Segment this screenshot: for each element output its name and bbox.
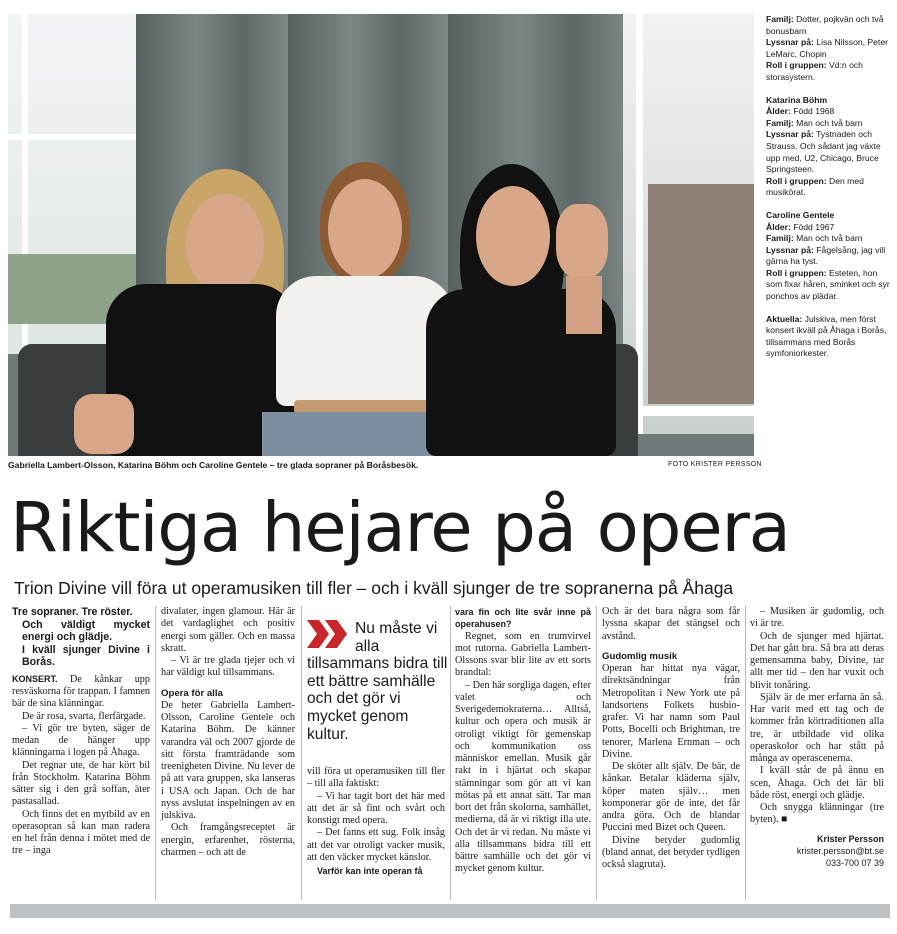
paragraph: – Den här sorgliga dagen, efter valet och Sverigedemokraterna… Alltså, kultur och opera och musik är otroligt viktigt för gemenskap och kommunikation oss människor emellan. Musik går rakt in i hjärtat och skapar stämningar som gör att vi kan mötas på ett annat sätt. Tar man bort det från skolorna, samhället, medierna, då är vi riktigt illa ute. Och det är vi redan. Nu måste vi alla tillsammans bidra till ett bättre samhälle och det gör vi mycket genom kultur. [455,679,591,875]
paragraph: – Musiken är gudomlig, och vi är tre. [750,606,884,630]
lead-text: Och väldigt mycket energi och glädje. [22,618,150,644]
paragraph: – Vi är tre glada tjejer och vi har väldigt kul tillsammans. [161,655,295,679]
person-right-waving-hand [556,204,608,278]
quote-chevron-icon [307,620,351,648]
lead-text: Tre sopraner. Tre röster. [12,606,133,618]
fact-text: Esteten, hon som fixar håren, sminket och syr ponchos av plädar. [766,267,890,302]
window-sill [623,406,754,416]
fact-name: Caroline Gentele [766,209,835,220]
column-divider [155,606,156,900]
news-photo [8,14,754,456]
paragraph: Det regnar ute, de har kört bil från Stockholm. Katarina Böhm sätter sig i den grå soffan, äter pastasallad. [12,759,150,808]
fact-label: Ålder: [766,106,791,117]
article-column-4 [455,606,591,876]
fact-text: Tystnaden och Strauss. Och sådant jag växte upp med, U2, Chicago, Bruce Springsteen. [766,129,881,175]
question: vara fin och lite svår inne på operahusen? [455,607,591,630]
paragraph: De är rosa, svarta, flerfärgade. [22,710,146,722]
paragraph: Och framgångsreceptet är energin, erfarenhet, rösterna, charmen – och att de [161,822,295,858]
fact-text: Lisa Nilsson, Peter LeMarc, Chopin [766,37,888,59]
paragraph: I kväll står de på ännu en scen, Åhaga. Och det lär bli både röst, energi och glädje. [750,765,884,801]
fact-text: Man och två barn [793,233,863,244]
fact-block [766,95,894,199]
pull-quote [307,620,448,743]
paragraph: Och är det bara några som får lyssna skapar det stängsel och avstånd. [602,606,740,642]
paragraph: Divine betyder gudomlig (bland annat, det betyder tydligen också slagruta). [602,834,740,870]
fact-label: Ålder: [766,221,791,232]
fact-text: Dotter, pojkvän och två bonusbarn [766,14,884,36]
paragraph: Operan har hittat nya vägar, direktsändningar från Metropolitan i New York ute på landsortens Folkets husbio-grafer. Vi har namn som Paul Potts, Bocelli och Brightman, tre tenorer, Marlena Ernman – och Divine. [602,663,740,760]
fact-text: Vd:n och storasystern. [766,60,863,82]
end-mark: ■ [781,814,788,826]
paragraph: Och de sjunger med hjärtat. Det har gått bra. Så bra att deras gemensamma baby, Divine, tar allt mer tid – den har vuxit och blivit tonåring. [750,630,884,691]
person-right-arm [566,276,602,334]
article-column-2 [161,606,295,859]
fact-label: Roll i gruppen: [766,60,827,71]
person-left-hand [74,394,134,454]
paragraph: – Det fanns ett sug. Folk insåg att det var otroligt vacker musik, att den väcker mycket känslor. [307,827,445,863]
fact-label: Roll i gruppen: [766,175,827,186]
fact-label: Lyssnar på: [766,37,814,48]
fact-block [766,210,894,303]
byline-block [750,833,884,869]
fact-label: Lyssnar på: [766,129,814,140]
paragraph: Och finns det en mytbild av en operasopran så kan man radera en hel från denna i mötet med de tre – inga [12,808,150,857]
column-divider [301,606,302,900]
paragraph: – Vi gör tre byten, säger de medan de hänger upp klänningarna i logen på Åhaga. [12,722,150,759]
column-divider [745,606,746,900]
article-column-5 [602,606,740,871]
paragraph: divalater, ingen glamour. Här är det vardaglighet och positiv energi som gäller. Och en massa skratt. [161,606,295,654]
paragraph: Regnet, som en trumvirvel mot rutorna. Gabriella Lambert-Olssons svar blir lite av ett sorts brandtal: [455,630,591,679]
section-heading: Opera för alla [161,687,223,699]
section-heading: Gudomlig musik [602,650,678,662]
fact-label: Familj: [766,14,794,24]
paragraph: De sköter allt själv. De bär, de kånkar. Betalar kläderna själv, köper maten själv… men komponerar gör de inte, det får andra göra. Och de blandar Puccini med Bizet och Queen. [602,761,740,834]
person-left-face [186,194,264,294]
kicker: KONSERT. [12,673,58,684]
paragraph: Själv är de mer erfarna än så. Har varit med ett tag och de kommer från körtraditionen alla tre, är utbildade vid olika operaskolor och har stått på många av operascenerna. [750,691,884,764]
byline-email[interactable]: krister.persson@bt.se [796,845,884,856]
fact-block [766,314,894,360]
byline-phone: 033-700 07 39 [825,857,884,868]
byline-name: Krister Persson [816,833,884,844]
column-divider [450,606,451,900]
subheadline: Trion Divine vill föra ut operamusiken till fler – och i kväll sjunger de tre sopranerna på Åhaga [14,578,734,598]
fact-block [766,14,894,84]
paragraph: De kånkar upp resväskorna för trappan. I famnen bär de sina klänningar. [12,673,150,710]
lead-text: I kväll sjunger Divine i Borås. [22,643,150,669]
photo-credit: FOTO KRISTER PERSSON [668,461,762,468]
headline: Riktiga hejare på opera [10,488,790,568]
pull-quote-text: Nu måste vi alla tillsammans bidra till ett bättre samhälle och det gör vi mycket genom kultur. [307,620,448,743]
fact-text: Fågelsång, jag vill gärna ha tyst. [766,244,886,267]
fact-text: Julskiva, men först konsert ikväll på Åhaga i Borås, tillsammans med Borås symfoniorkester. [766,313,887,359]
question: Varför kan inte operan få [317,866,423,876]
fact-label: Familj: [766,233,794,244]
fact-text: Född 1967 [790,221,835,232]
brick-building [648,184,754,404]
person-middle-face [328,179,402,279]
bottom-bar [10,904,890,918]
article-column-1 [12,606,150,858]
column-divider [596,606,597,900]
window-frame [8,134,138,140]
fact-box [766,14,894,371]
article-column-3 [307,766,445,877]
photo-caption: Gabriella Lambert-Olsson, Katarina Böhm och Caroline Gentele – tre glada sopraner på Boråsbesök. [8,460,419,470]
fact-label: Familj: [766,117,794,128]
fact-text: Man och två barn [793,117,863,128]
fact-label: Lyssnar på: [766,244,814,255]
fact-label: Aktuella: [766,313,803,324]
fact-text: Den med musikörat. [766,175,864,198]
paragraph: vill föra ut operamusiken till fler – till alla faktiskt: [307,766,445,790]
fact-text: Född 1968 [790,106,835,117]
person-right-face [476,186,550,286]
paragraph: Och snygga klänningar (tre byten). [750,802,884,826]
fact-name: Katarina Böhm [766,94,828,105]
paragraph: De heter Gabriella Lambert-Olsson, Caroline Gentele och Katarina Böhm. De känner varandra väl och 2007 gjorde de sitt första framträdande som treenigheten Divine. Nu lever de på att vara gruppen, ska lanseras i USA och Japan. Och de har nyss avslutat inspelningen av en julskiva. [161,699,295,821]
paragraph: – Vi har tagit bort det här med att det är så fint och svårt och konstigt med opera. [307,790,445,826]
article-column-6 [750,606,884,869]
fact-label: Roll i gruppen: [766,267,827,278]
